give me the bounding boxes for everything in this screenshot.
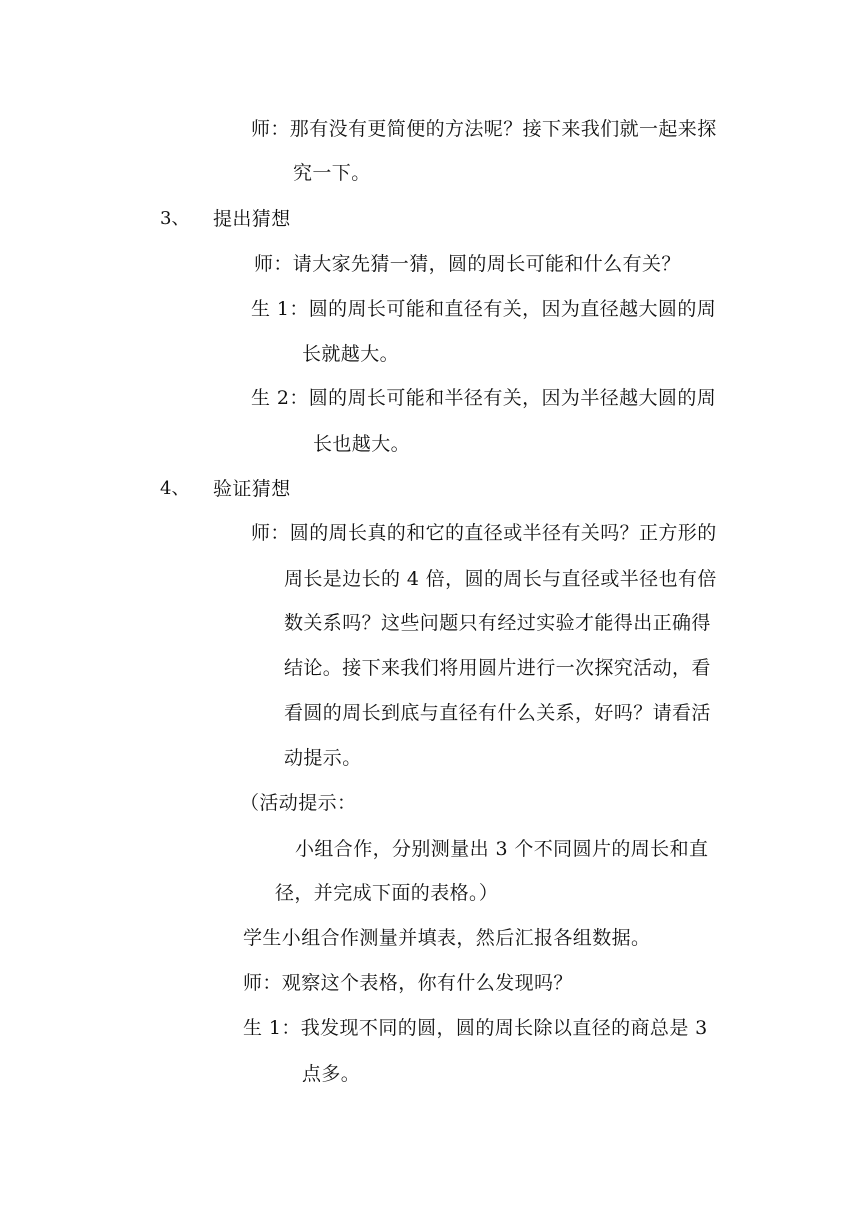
section-number: 4、 — [160, 478, 190, 499]
activity-hint-line: 小组合作，分别测量出 3 个不同圆片的周长和直 — [295, 838, 709, 860]
teacher-line-cont: 结论。接下来我们将用圆片进行一次探究活动，看 — [284, 657, 711, 679]
student-line-cont: 长就越大。 — [302, 343, 400, 365]
teacher-line: 师：请大家先猜一猜，圆的周长可能和什么有关？ — [254, 253, 681, 275]
teacher-line: 师：圆的周长真的和它的直径或半径有关吗？正方形的 — [251, 522, 717, 544]
section-heading: 验证猜想 — [213, 478, 291, 500]
teacher-line-cont: 动提示。 — [284, 747, 362, 769]
teacher-line-cont: 究一下。 — [293, 162, 371, 184]
section-number: 3、 — [160, 208, 190, 229]
section-heading: 提出猜想 — [213, 208, 291, 230]
student-line: 生 1：我发现不同的圆，圆的周长除以直径的商总是 3 — [243, 1017, 708, 1039]
teacher-line-cont: 看圆的周长到底与直径有什么关系，好吗？请看活 — [284, 702, 711, 724]
teacher-line-cont: 数关系吗？这些问题只有经过实验才能得出正确得 — [284, 612, 711, 634]
teacher-line: 师：那有没有更简便的方法呢？接下来我们就一起来探 — [251, 118, 717, 140]
student-line-cont: 点多。 — [302, 1063, 361, 1085]
student-line: 生 1：圆的周长可能和直径有关，因为直径越大圆的周 — [251, 298, 717, 320]
activity-hint-line-cont: 径，并完成下面的表格。） — [275, 882, 499, 904]
student-line: 生 2：圆的周长可能和半径有关，因为半径越大圆的周 — [251, 387, 717, 409]
student-line-cont: 长也越大。 — [313, 433, 411, 455]
activity-hint-label: （活动提示： — [240, 792, 357, 814]
teacher-line-cont: 周长是边长的 4 倍，圆的周长与直径或半径也有倍 — [284, 568, 717, 590]
teacher-line: 师：观察这个表格，你有什么发现吗？ — [243, 972, 573, 994]
narration-line: 学生小组合作测量并填表，然后汇报各组数据。 — [243, 927, 651, 949]
